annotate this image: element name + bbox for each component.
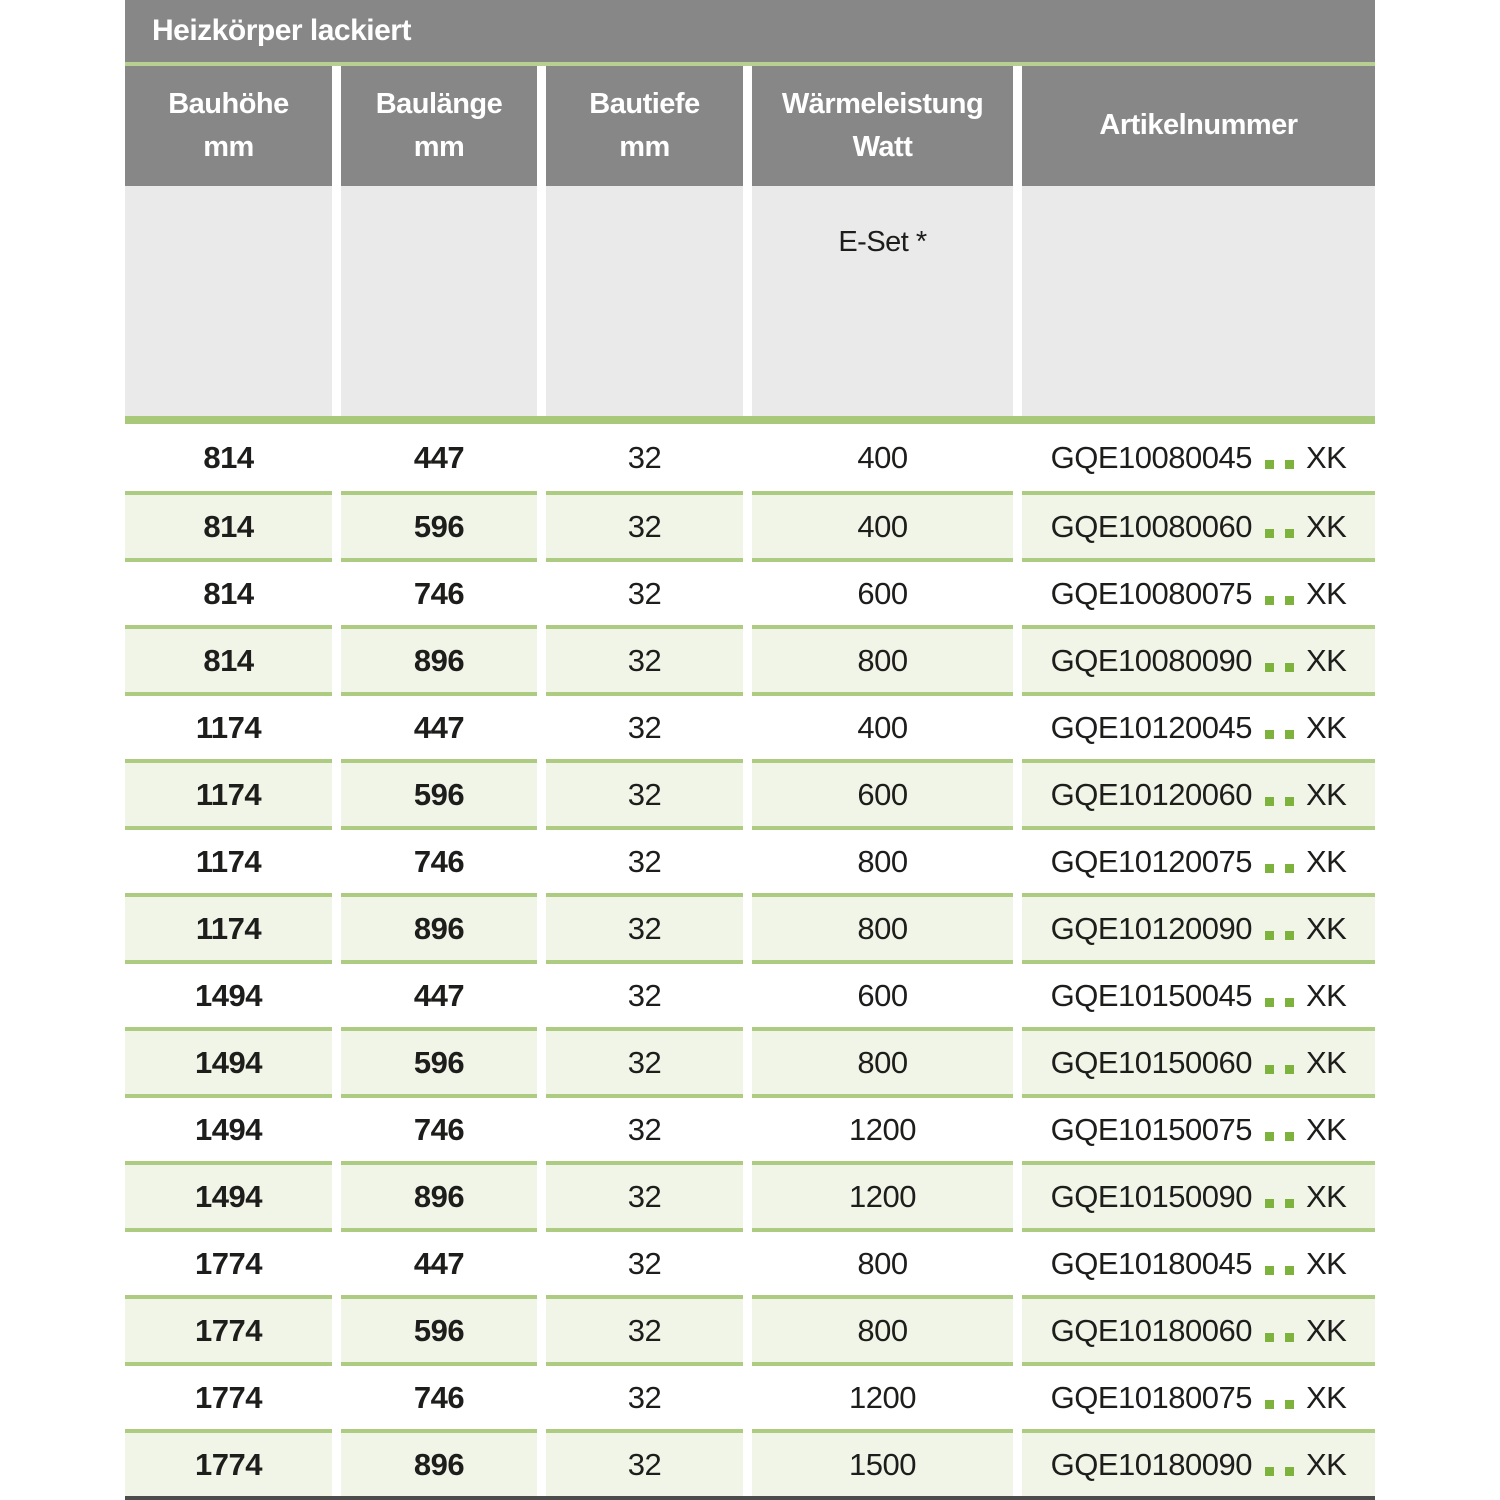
cell-bauhoehe: 1494	[125, 960, 332, 1027]
header-row	[125, 66, 1375, 186]
placeholder-dot-icon	[1265, 797, 1274, 806]
table-body	[125, 424, 1375, 1496]
cell-waermeleistung: 600	[752, 960, 1013, 1027]
placeholder-dot-icon	[1265, 1199, 1274, 1208]
cell-baulaenge: 596	[341, 1027, 537, 1094]
cell-artikelnummer	[1022, 826, 1375, 893]
cell-waermeleistung: 1200	[752, 1094, 1013, 1161]
artikel-code: GQE10120075	[1050, 843, 1252, 879]
table-row	[125, 893, 1375, 960]
subheader-cell-empty	[546, 186, 743, 416]
placeholder-dot-icon	[1285, 1132, 1294, 1141]
artikel-code: GQE10180060	[1050, 1312, 1252, 1348]
table-row	[125, 1295, 1375, 1362]
cell-baulaenge: 896	[341, 625, 537, 692]
subheader-cell-empty	[341, 186, 537, 416]
cell-artikelnummer	[1022, 759, 1375, 826]
artikel-suffix: XK	[1305, 776, 1347, 812]
table-row	[125, 1429, 1375, 1496]
placeholder-dot-icon	[1285, 931, 1294, 940]
column-label: Bauhöhe	[168, 87, 289, 120]
artikel-code: GQE10150075	[1050, 1111, 1252, 1147]
cell-baulaenge: 746	[341, 1362, 537, 1429]
cell-baulaenge: 596	[341, 1295, 537, 1362]
artikel-code: GQE10150045	[1050, 977, 1252, 1013]
cell-baulaenge: 447	[341, 1228, 537, 1295]
artikel-code: GQE10080090	[1050, 642, 1252, 678]
placeholder-dot-icon	[1265, 1065, 1274, 1074]
cell-bauhoehe: 1174	[125, 893, 332, 960]
placeholder-dot-icon	[1285, 1266, 1294, 1275]
table-row	[125, 1027, 1375, 1094]
cell-bauhoehe: 1774	[125, 1429, 332, 1496]
artikel-code: GQE10120060	[1050, 776, 1252, 812]
cell-waermeleistung: 800	[752, 826, 1013, 893]
artikel-suffix: XK	[1305, 508, 1347, 544]
header-body-separator-band	[125, 416, 1375, 424]
table-row	[125, 491, 1375, 558]
cell-bauhoehe: 1494	[125, 1027, 332, 1094]
cell-waermeleistung: 800	[752, 625, 1013, 692]
cell-waermeleistung: 1200	[752, 1362, 1013, 1429]
column-label: Baulänge	[375, 87, 503, 120]
artikel-code: GQE10120045	[1050, 709, 1252, 745]
cell-baulaenge: 447	[341, 960, 537, 1027]
table-row	[125, 424, 1375, 491]
cell-bautiefe: 32	[546, 692, 743, 759]
cell-artikelnummer	[1022, 1429, 1375, 1496]
cell-waermeleistung: 600	[752, 759, 1013, 826]
cell-waermeleistung: 400	[752, 692, 1013, 759]
cell-bautiefe: 32	[546, 1429, 743, 1496]
artikel-suffix: XK	[1305, 1245, 1347, 1281]
cell-artikelnummer	[1022, 960, 1375, 1027]
cell-bauhoehe: 814	[125, 558, 332, 625]
cell-bautiefe: 32	[546, 1362, 743, 1429]
column-label: Wärmeleistung	[781, 87, 984, 120]
cell-bautiefe: 32	[546, 1161, 743, 1228]
column-header-waermeleistung	[752, 66, 1013, 186]
cell-bauhoehe: 1174	[125, 759, 332, 826]
cell-artikelnummer	[1022, 1094, 1375, 1161]
column-header-baulaenge	[341, 66, 537, 186]
column-label: Artikelnummer	[1099, 109, 1298, 142]
placeholder-dot-icon	[1265, 1266, 1274, 1275]
placeholder-dot-icon	[1265, 1132, 1274, 1141]
cell-artikelnummer	[1022, 1295, 1375, 1362]
cell-baulaenge: 896	[341, 1429, 537, 1496]
placeholder-dot-icon	[1285, 730, 1294, 739]
placeholder-dot-icon	[1285, 529, 1294, 538]
cell-baulaenge: 896	[341, 1161, 537, 1228]
placeholder-dot-icon	[1265, 931, 1274, 940]
cell-bautiefe: 32	[546, 625, 743, 692]
placeholder-dot-icon	[1265, 596, 1274, 605]
table-row	[125, 558, 1375, 625]
cell-bautiefe: 32	[546, 893, 743, 960]
artikel-suffix: XK	[1305, 1044, 1347, 1080]
cell-bautiefe: 32	[546, 759, 743, 826]
artikel-suffix: XK	[1305, 1312, 1347, 1348]
cell-bautiefe: 32	[546, 1295, 743, 1362]
cell-bauhoehe: 814	[125, 625, 332, 692]
cell-artikelnummer	[1022, 625, 1375, 692]
column-unit: mm	[619, 131, 670, 163]
table-bottom-border	[125, 1496, 1375, 1500]
cell-artikelnummer	[1022, 1362, 1375, 1429]
cell-bautiefe: 32	[546, 424, 743, 491]
cell-artikelnummer	[1022, 1161, 1375, 1228]
placeholder-dot-icon	[1285, 864, 1294, 873]
cell-waermeleistung: 600	[752, 558, 1013, 625]
cell-waermeleistung: 800	[752, 893, 1013, 960]
column-unit: mm	[203, 131, 254, 163]
placeholder-dot-icon	[1285, 460, 1294, 469]
artikel-suffix: XK	[1305, 1446, 1347, 1482]
column-header-bauhoehe	[125, 66, 332, 186]
cell-baulaenge: 596	[341, 759, 537, 826]
placeholder-dot-icon	[1265, 529, 1274, 538]
cell-bautiefe: 32	[546, 491, 743, 558]
table-row	[125, 1161, 1375, 1228]
artikel-suffix: XK	[1305, 439, 1347, 475]
product-table	[125, 0, 1375, 1500]
cell-bauhoehe: 1494	[125, 1161, 332, 1228]
cell-waermeleistung: 1200	[752, 1161, 1013, 1228]
table-row	[125, 625, 1375, 692]
cell-waermeleistung: 1500	[752, 1429, 1013, 1496]
cell-artikelnummer	[1022, 1027, 1375, 1094]
table-row	[125, 1228, 1375, 1295]
table-row	[125, 960, 1375, 1027]
artikel-code: GQE10120090	[1050, 910, 1252, 946]
placeholder-dot-icon	[1285, 596, 1294, 605]
cell-artikelnummer	[1022, 491, 1375, 558]
artikel-code: GQE10180045	[1050, 1245, 1252, 1281]
cell-baulaenge: 746	[341, 826, 537, 893]
cell-baulaenge: 896	[341, 893, 537, 960]
cell-waermeleistung: 800	[752, 1228, 1013, 1295]
column-unit: mm	[413, 131, 465, 163]
placeholder-dot-icon	[1265, 1467, 1274, 1476]
cell-artikelnummer	[1022, 424, 1375, 491]
artikel-code: GQE10080075	[1050, 575, 1252, 611]
placeholder-dot-icon	[1265, 1333, 1274, 1342]
column-label: Bautiefe	[589, 87, 700, 120]
placeholder-dot-icon	[1285, 797, 1294, 806]
cell-bautiefe: 32	[546, 558, 743, 625]
artikel-code: GQE10180090	[1050, 1446, 1252, 1482]
subheader-cell-empty	[125, 186, 332, 416]
cell-bauhoehe: 1774	[125, 1295, 332, 1362]
subheader-cell-eset: E-Set *	[752, 186, 1013, 416]
table-row	[125, 1362, 1375, 1429]
cell-bauhoehe: 1174	[125, 826, 332, 893]
column-header-artikelnummer	[1022, 66, 1375, 186]
artikel-code: GQE10150060	[1050, 1044, 1252, 1080]
placeholder-dot-icon	[1285, 1199, 1294, 1208]
column-unit: Watt	[852, 131, 913, 163]
subheader-row	[125, 186, 1375, 416]
cell-bauhoehe: 1494	[125, 1094, 332, 1161]
cell-baulaenge: 746	[341, 558, 537, 625]
artikel-code: GQE10080045	[1050, 439, 1252, 475]
cell-baulaenge: 447	[341, 424, 537, 491]
placeholder-dot-icon	[1265, 730, 1274, 739]
placeholder-dot-icon	[1285, 998, 1294, 1007]
cell-artikelnummer	[1022, 558, 1375, 625]
placeholder-dot-icon	[1265, 663, 1274, 672]
artikel-suffix: XK	[1305, 1178, 1347, 1214]
cell-bautiefe: 32	[546, 1228, 743, 1295]
cell-bautiefe: 32	[546, 1094, 743, 1161]
placeholder-dot-icon	[1265, 460, 1274, 469]
placeholder-dot-icon	[1285, 663, 1294, 672]
cell-bautiefe: 32	[546, 826, 743, 893]
cell-waermeleistung: 400	[752, 424, 1013, 491]
artikel-suffix: XK	[1305, 977, 1347, 1013]
table-row	[125, 692, 1375, 759]
placeholder-dot-icon	[1285, 1467, 1294, 1476]
artikel-suffix: XK	[1305, 575, 1347, 611]
artikel-suffix: XK	[1305, 843, 1347, 879]
artikel-suffix: XK	[1305, 1111, 1347, 1147]
artikel-code: GQE10180075	[1050, 1379, 1252, 1415]
column-header-bautiefe	[546, 66, 743, 186]
cell-bauhoehe: 814	[125, 424, 332, 491]
artikel-suffix: XK	[1305, 709, 1347, 745]
cell-waermeleistung: 800	[752, 1027, 1013, 1094]
placeholder-dot-icon	[1265, 1400, 1274, 1409]
artikel-suffix: XK	[1305, 1379, 1347, 1415]
cell-bauhoehe: 1174	[125, 692, 332, 759]
placeholder-dot-icon	[1285, 1065, 1294, 1074]
cell-bauhoehe: 1774	[125, 1362, 332, 1429]
placeholder-dot-icon	[1265, 998, 1274, 1007]
cell-artikelnummer	[1022, 692, 1375, 759]
cell-bautiefe: 32	[546, 1027, 743, 1094]
artikel-suffix: XK	[1305, 642, 1347, 678]
artikel-code: GQE10080060	[1050, 508, 1252, 544]
cell-bautiefe: 32	[546, 960, 743, 1027]
table-row	[125, 759, 1375, 826]
cell-artikelnummer	[1022, 893, 1375, 960]
table-row	[125, 1094, 1375, 1161]
cell-bauhoehe: 814	[125, 491, 332, 558]
subheader-cell-empty	[1022, 186, 1375, 416]
cell-baulaenge: 746	[341, 1094, 537, 1161]
cell-waermeleistung: 400	[752, 491, 1013, 558]
placeholder-dot-icon	[1265, 864, 1274, 873]
placeholder-dot-icon	[1285, 1333, 1294, 1342]
cell-baulaenge: 596	[341, 491, 537, 558]
cell-artikelnummer	[1022, 1228, 1375, 1295]
cell-waermeleistung: 800	[752, 1295, 1013, 1362]
cell-bauhoehe: 1774	[125, 1228, 332, 1295]
cell-baulaenge: 447	[341, 692, 537, 759]
placeholder-dot-icon	[1285, 1400, 1294, 1409]
artikel-suffix: XK	[1305, 910, 1347, 946]
table-row	[125, 826, 1375, 893]
artikel-code: GQE10150090	[1050, 1178, 1252, 1214]
table-title: Heizkörper lackiert	[125, 0, 1375, 62]
